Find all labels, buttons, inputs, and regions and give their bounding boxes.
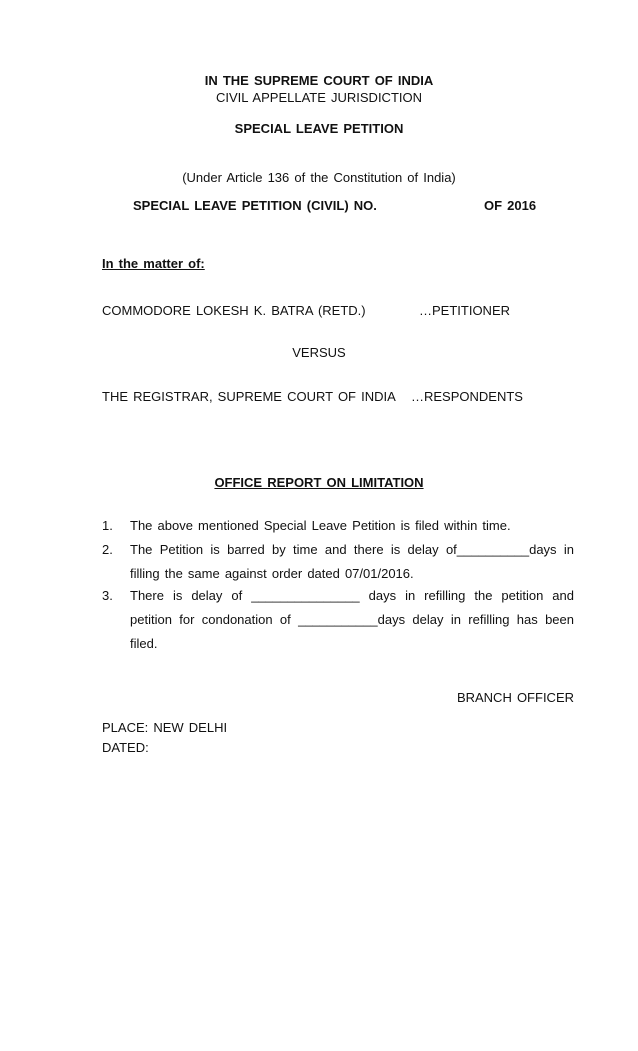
place: PLACE: NEW DELHI xyxy=(102,720,228,735)
item-line: petition for condonation of ___________days delay in refilling has been xyxy=(130,612,574,627)
report-item xyxy=(102,584,574,656)
report-item xyxy=(102,538,574,586)
item-text xyxy=(130,584,574,656)
matter-label: In the matter of: xyxy=(102,256,205,271)
item-number: 1. xyxy=(102,518,113,533)
item-line: filed. xyxy=(130,636,158,651)
item-number: 2. xyxy=(102,542,113,557)
item-line: There is delay of _______________ days in refilling the petition and xyxy=(130,588,574,603)
signatory: BRANCH OFFICER xyxy=(456,690,574,705)
article-reference: (Under Article 136 of the Constitution of India) xyxy=(182,170,456,185)
petitioner-name: COMMODORE LOKESH K. BATRA (RETD.) xyxy=(102,303,366,318)
item-text xyxy=(130,514,574,538)
petition-type: SPECIAL LEAVE PETITION xyxy=(234,121,404,136)
item-line: The Petition is barred by time and there is delay of__________days in xyxy=(130,542,574,557)
jurisdiction: CIVIL APPELLATE JURISDICTION xyxy=(216,90,422,105)
report-item xyxy=(102,514,574,538)
respondent-role: …RESPONDENTS xyxy=(411,389,523,404)
court-name: IN THE SUPREME COURT OF INDIA xyxy=(204,73,434,88)
dated: DATED: xyxy=(102,740,149,755)
petition-year: OF 2016 xyxy=(484,198,537,213)
petitioner-role: …PETITIONER xyxy=(419,303,511,318)
respondent-name: THE REGISTRAR, SUPREME COURT OF INDIA xyxy=(102,389,396,404)
item-number: 3. xyxy=(102,588,113,603)
item-line: filling the same against order dated 07/01/2016. xyxy=(130,566,414,581)
item-line: The above mentioned Special Leave Petition is filed within time. xyxy=(130,518,511,533)
item-text xyxy=(130,538,574,586)
report-title: OFFICE REPORT ON LIMITATION xyxy=(214,475,424,490)
petition-number-label: SPECIAL LEAVE PETITION (CIVIL) NO. xyxy=(133,198,377,213)
versus: VERSUS xyxy=(292,345,346,360)
